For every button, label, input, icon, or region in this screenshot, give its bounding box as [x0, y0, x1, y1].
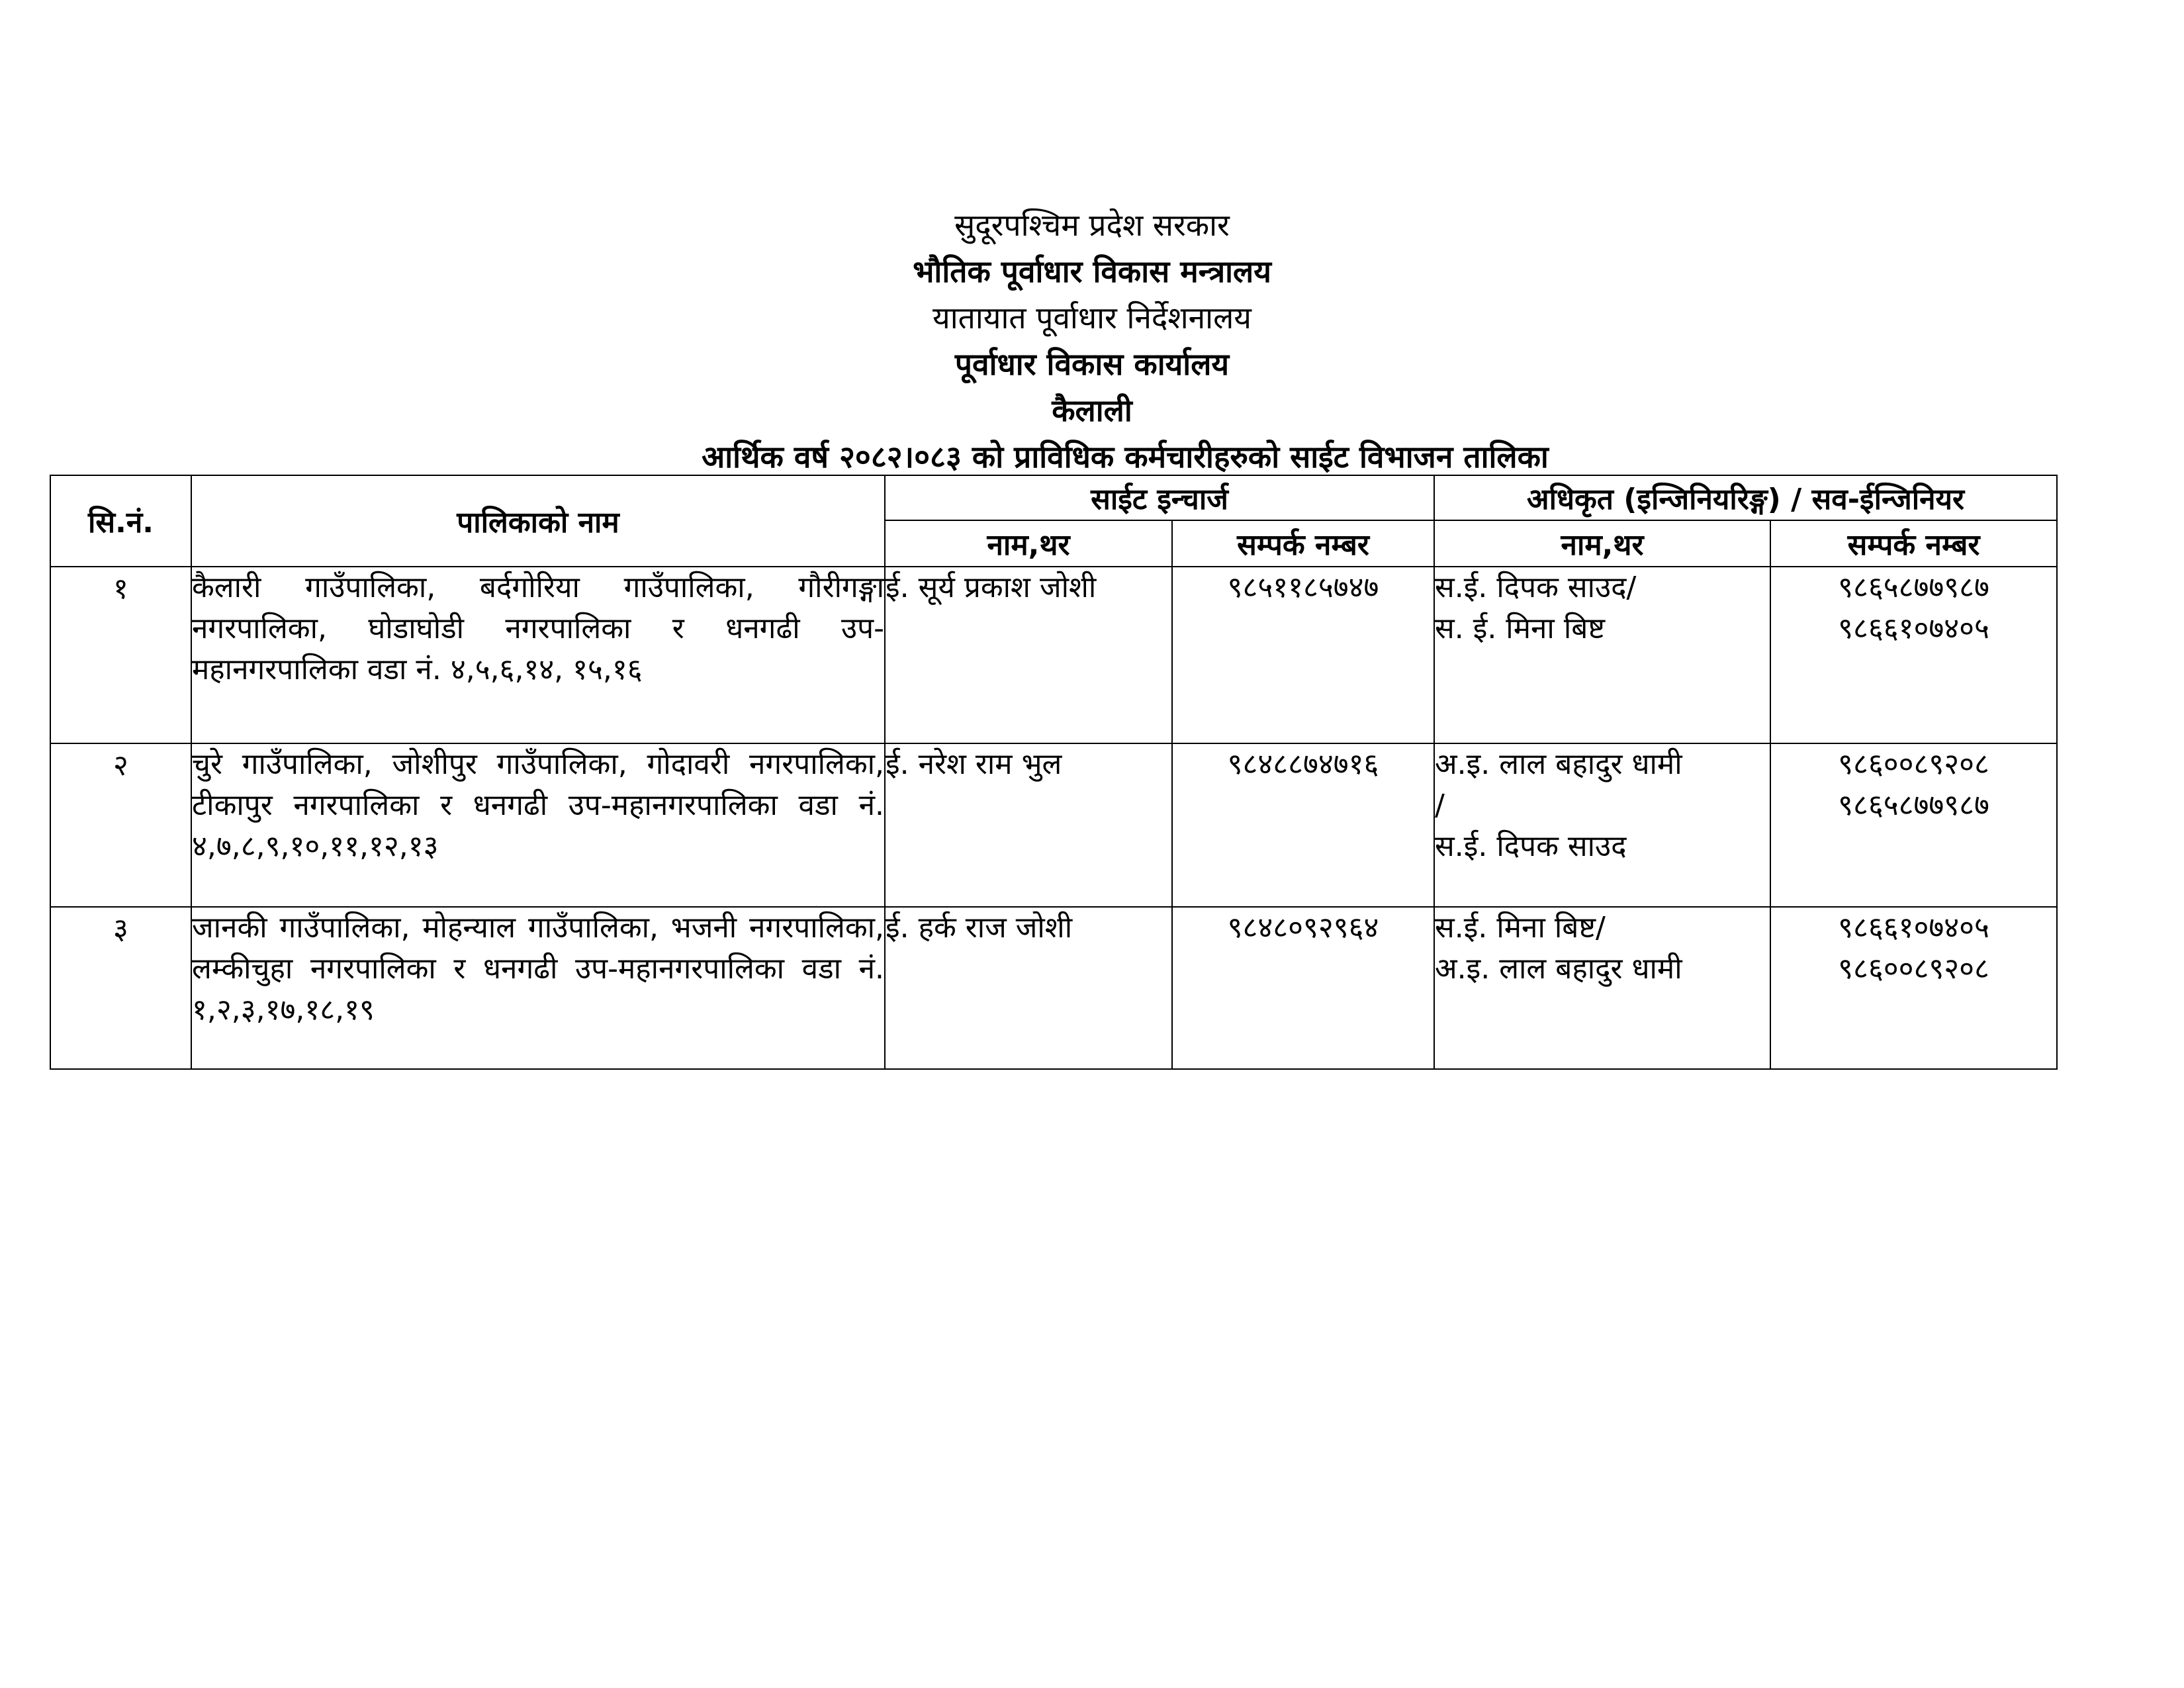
office-name: पूर्वाधार विकास कार्यालय [954, 346, 1230, 382]
table-row [50, 907, 2057, 1069]
incharge-contact: ९८५११८५७४७ [1172, 567, 1434, 743]
directorate-name: यातायात पूर्वाधार निर्देशनालय [933, 300, 1251, 336]
serial-number: २ [50, 743, 191, 907]
incharge-name: ई. नरेश राम भुल [885, 743, 1172, 907]
incharge-contact: ९८४८८७४७१६ [1172, 743, 1434, 907]
engineer-contact: ९८६६१०७४०५ [1838, 612, 1989, 645]
engineer-contact: ९८६५८७७९८७ [1838, 571, 1989, 604]
document-title: आर्थिक वर्ष २०८२।०८३ को प्राविधिक कर्मचारीहरुको साईट विभाजन तालिका [702, 439, 1549, 475]
engineer-names [1434, 743, 1770, 907]
municipality-list: जानकी गाउँपालिका, मोहन्याल गाउँपालिका, भजनी नगरपालिका, लम्कीचुहा नगरपालिका र धनगढी उप-महानगरपालिका वडा नं. १,२,३,१७,१८,१९ [191, 907, 885, 1069]
header-incharge-name: नाम,थर [885, 520, 1172, 567]
table-row [50, 743, 2057, 907]
table-row [50, 567, 2057, 743]
serial-number: ३ [50, 907, 191, 1069]
ministry-name: भौतिक पूर्वाधार विकास मन्त्रालय [913, 254, 1271, 289]
serial-number: १ [50, 567, 191, 743]
header-officer-subengineer: अधिकृत (इन्जिनियरिङ्ग) / सव-ईन्जिनियर [1434, 475, 2057, 520]
header-engineer-name: नाम,थर [1434, 520, 1770, 567]
municipality-list: कैलारी गाउँपालिका, बर्दगोरिया गाउँपालिका, गौरीगङ्गा नगरपालिका, घोडाघोडी नगरपालिका र धनगढी उप-महानगरपालिका वडा नं. ४,५,६,१४, १५,१६ [191, 567, 885, 743]
engineer-name: स.ई. दिपक साउद [1435, 829, 1627, 863]
incharge-name: ई. सूर्य प्रकाश जोशी [885, 567, 1172, 743]
site-allocation-table [50, 475, 2058, 1070]
engineer-contact: ९८६६१०७४०५ [1838, 911, 1989, 945]
engineer-contact: ९८६००८९२०८ [1838, 747, 1989, 781]
engineer-contacts [1770, 907, 2057, 1069]
engineer-contacts [1770, 567, 2057, 743]
engineer-name: स. ई. मिना बिष्ट [1435, 612, 1606, 645]
engineer-name: अ.इ. लाल बहादुर धामी [1435, 952, 1682, 986]
header-incharge-contact: सम्पर्क नम्बर [1172, 520, 1434, 567]
province-government: सुदूरपश्चिम प्रदेश सरकार [954, 207, 1230, 243]
engineer-name-separator: / [1435, 788, 1445, 822]
engineer-contact: ९८६५८७७९८७ [1838, 788, 1989, 822]
engineer-names [1434, 907, 1770, 1069]
header-engineer-contact: सम्पर्क नम्बर [1770, 520, 2057, 567]
document-header [0, 202, 2184, 480]
header-site-incharge: साईट इन्चार्ज [885, 475, 1434, 520]
engineer-names [1434, 567, 1770, 743]
district-name: कैलाली [1052, 393, 1132, 428]
header-municipality-name: पालिकाको नाम [191, 475, 885, 567]
incharge-name: ई. हर्क राज जोशी [885, 907, 1172, 1069]
incharge-contact: ९८४८०९२९६४ [1172, 907, 1434, 1069]
engineer-name: स.ई. मिना बिष्ट/ [1435, 911, 1606, 945]
engineer-name: स.ई. दिपक साउद/ [1435, 571, 1637, 604]
engineer-name: अ.इ. लाल बहादुर धामी [1435, 747, 1682, 781]
engineer-contact: ९८६००८९२०८ [1838, 952, 1989, 986]
engineer-contacts [1770, 743, 2057, 907]
header-serial-number: सि.नं. [50, 475, 191, 567]
municipality-list: चुरे गाउँपालिका, जोशीपुर गाउँपालिका, गोदावरी नगरपालिका, टीकापुर नगरपालिका र धनगढी उप-महानगरपालिका वडा नं. ४,७,८,९,१०,११,१२,१३ [191, 743, 885, 907]
